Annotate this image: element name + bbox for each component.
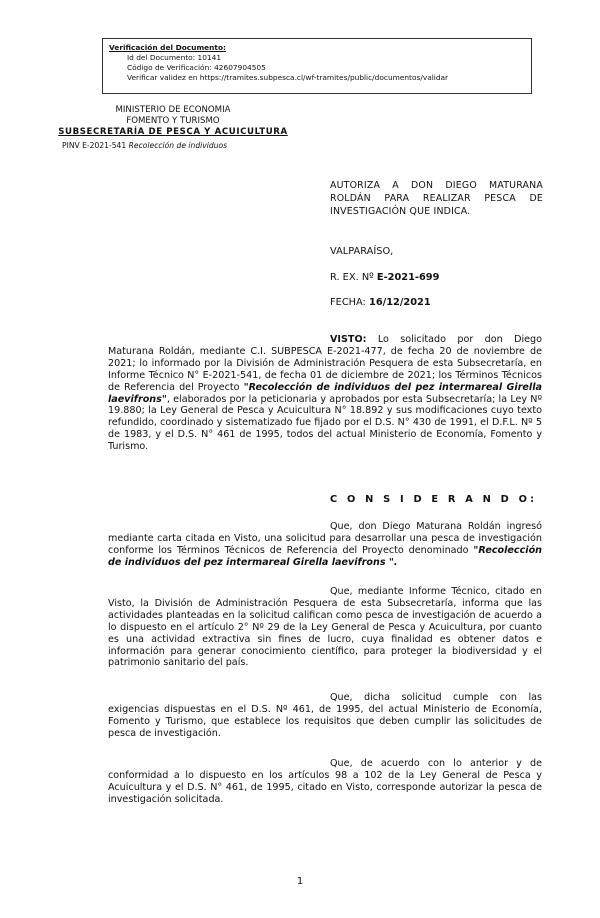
visto-paragraph	[108, 334, 542, 453]
ministry-name: MINISTERIO DE ECONOMIA	[115, 105, 231, 115]
considerando-3-text: Que, dicha solicitud cumple con las exigencias dispuestas en el D.S. Nº 461, de 1995, del actual Ministerio de Economía, Fomento y Turismo, que establece los requisitos que deben cumplir las solicitudes de pesca de investigación.	[108, 692, 542, 739]
resolution-number	[330, 272, 439, 283]
verification-url: • Verificar validez en https://tramites.subpesca.cl/wf-tramites/public/documentos/validar	[127, 73, 525, 83]
considerando-1-project: "Recolección de individuos del pez intermareal Girella laevifrons ".	[108, 544, 542, 568]
visto-text-2: , elaborados por la peticionaria y aprobados por esta Subsecretaría; la Ley Nº 19.880; la Ley General de Pesca y Acuicultura N° 18.892 y sus modificaciones cuyo texto refundido, coordinado y sistematizado fue fijado por el D.S. N° 430 de 1991, el D.F.L. Nº 5 de 1983, y el D.S. N° 461 de 1995, todos del actual Ministerio de Economía, Fomento y Turismo.	[108, 393, 542, 453]
considerando-heading: C O N S I D E R A N D O:	[330, 494, 538, 505]
considerando-4-text: Que, de acuerdo con lo anterior y de conformidad a lo dispuesto en los artículos 98 a 102 de la Ley General de Pesca y Acuicultura y el D.S. N° 461, de 1995, citado en Visto, corresponde autorizar la pesca de investigación solicitada.	[108, 758, 542, 805]
pinv-description: Recolección de individuos	[128, 141, 228, 150]
subsecretaria-name: SUBSECRETARÍA DE PESCA Y ACUICULTURA	[58, 127, 288, 137]
considerando-paragraph-1	[108, 521, 542, 569]
considerando-paragraph-2	[108, 586, 542, 669]
resolution-label: R. EX. Nº	[330, 272, 374, 283]
date-value: 16/12/2021	[369, 297, 431, 308]
ministry-header	[28, 105, 318, 138]
page-number: 1	[296, 876, 304, 887]
considerando-paragraph-4	[108, 758, 542, 806]
pinv-reference	[62, 141, 227, 150]
resolution-title: AUTORIZA A DON DIEGO MATURANA ROLDÁN PARA REALIZAR PESCA DE INVESTIGACIÓN QUE INDICA.	[330, 180, 543, 217]
verification-box	[102, 38, 532, 94]
considerando-2-text: Que, mediante Informe Técnico, citado en Visto, la División de Administración Pesquera de esta Subsecretaría, informa que las actividades planteadas en la solicitud califican como pesca de investigación de acuerdo a lo dispuesto en el artículo 2° Nº 29 de la Ley General de Pesca y Acuicultura, por cuanto es una actividad extractiva sin fines de lucro, cuya finalidad es obtener datos e información para generar conocimiento científico, para proteger la biodiversidad y el patrimonio sanitario del país.	[108, 586, 542, 669]
considerando-1-text: Que, don Diego Maturana Roldán ingresó mediante carta citada en Visto, una solicitud para desarrollar una pesca de investigación conforme los Términos Técnicos de Referencia del Proyecto denominado	[108, 521, 542, 556]
verification-code: • Código de Verificación: 42607904505	[127, 63, 525, 73]
considerando-paragraph-3	[108, 692, 542, 740]
verification-id: • Id del Documento: 10141	[127, 53, 525, 63]
date-label: FECHA:	[330, 297, 366, 308]
verification-list	[109, 53, 525, 83]
ministry-area: FOMENTO Y TURISMO	[126, 116, 220, 126]
visto-project: "Recolección de individuos del pez intermareal Girella laevifrons"	[108, 381, 542, 405]
resolution-value: E-2021-699	[376, 272, 440, 283]
pinv-code: PINV E-2021-541	[62, 141, 127, 150]
place: VALPARAÍSO,	[330, 246, 394, 257]
visto-text-1: Lo solicitado por don Diego Maturana Roldán, mediante C.I. SUBPESCA E-2021-477, de fecha 20 de noviembre de 2021; lo informado por la División de Administración Pesquera de esta Subsecretaría, en Informe Técnico N° E-2021-541, de fecha 01 de diciembre de 2021; los Términos Técnicos de Referencia del Proyecto	[108, 334, 542, 393]
verification-title: Verificación del Documento:	[109, 43, 226, 52]
visto-label: VISTO:	[330, 334, 367, 345]
resolution-date	[330, 297, 431, 308]
